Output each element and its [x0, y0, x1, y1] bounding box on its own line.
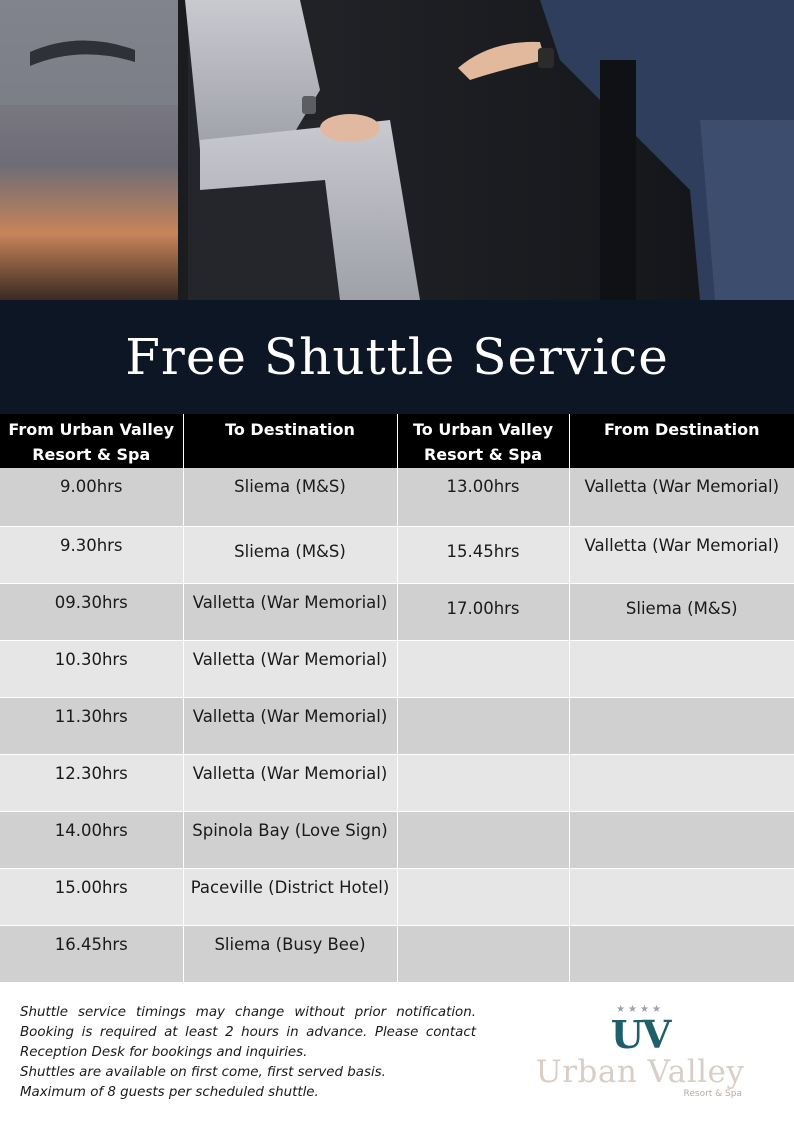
header-from-resort: From Urban Valley Resort & Spa [0, 414, 183, 468]
header-to-resort: To Urban Valley Resort & Spa [397, 414, 569, 468]
table-row [0, 526, 794, 583]
header-from-destination: From Destination [569, 414, 794, 468]
hero-photo [0, 0, 794, 300]
page-title: Free Shuttle Service [125, 328, 669, 386]
destination-cell: Valletta (War Memorial) [183, 640, 397, 697]
logo-stars-icon: ★★★★ [616, 1004, 664, 1015]
destination-cell: Valletta (War Memorial) [183, 583, 397, 640]
return-time-cell [397, 754, 569, 811]
table-row [0, 640, 794, 697]
logo-monogram: UV [610, 1012, 670, 1057]
table-row [0, 697, 794, 754]
urban-valley-logo [520, 1005, 760, 1105]
departure-time-cell: 11.30hrs [0, 697, 183, 754]
return-origin-cell [569, 811, 794, 868]
return-origin-cell [569, 697, 794, 754]
return-time-cell [397, 868, 569, 925]
table-row [0, 583, 794, 640]
table-header-row [0, 414, 794, 468]
destination-cell: Sliema (Busy Bee) [183, 925, 397, 982]
return-origin-cell [569, 925, 794, 982]
return-time-cell: 13.00hrs [397, 468, 569, 526]
return-origin-cell [569, 868, 794, 925]
table-row [0, 468, 794, 526]
terms-notes [20, 1003, 476, 1103]
return-time-cell [397, 697, 569, 754]
note-max-guests: Maximum of 8 guests per scheduled shuttle. [20, 1085, 319, 1100]
logo-brand-name: Urban Valley [535, 1054, 745, 1090]
table-row [0, 754, 794, 811]
destination-cell: Sliema (M&S) [183, 526, 397, 583]
hero-illustration [0, 0, 794, 300]
departure-time-cell: 10.30hrs [0, 640, 183, 697]
return-origin-cell [569, 640, 794, 697]
header-to-destination: To Destination [183, 414, 397, 468]
departure-time-cell: 16.45hrs [0, 925, 183, 982]
return-origin-cell: Valletta (War Memorial) [569, 526, 794, 583]
logo-subtitle: Resort & Spa [683, 1089, 742, 1099]
departure-time-cell: 9.00hrs [0, 468, 183, 526]
departure-time-cell: 15.00hrs [0, 868, 183, 925]
note-first-come: Shuttles are available on first come, first served basis. [20, 1065, 386, 1080]
return-time-cell [397, 925, 569, 982]
destination-cell: Paceville (District Hotel) [183, 868, 397, 925]
shuttle-schedule-table [0, 414, 794, 983]
return-time-cell: 15.45hrs [397, 526, 569, 583]
departure-time-cell: 12.30hrs [0, 754, 183, 811]
destination-cell: Sliema (M&S) [183, 468, 397, 526]
destination-cell: Valletta (War Memorial) [183, 697, 397, 754]
title-band [0, 300, 794, 414]
return-time-cell [397, 640, 569, 697]
table-row [0, 811, 794, 868]
return-time-cell: 17.00hrs [397, 583, 569, 640]
destination-cell: Valletta (War Memorial) [183, 754, 397, 811]
return-time-cell [397, 811, 569, 868]
table-row [0, 868, 794, 925]
return-origin-cell: Valletta (War Memorial) [569, 468, 794, 526]
return-origin-cell: Sliema (M&S) [569, 583, 794, 640]
departure-time-cell: 9.30hrs [0, 526, 183, 583]
note-booking: Shuttle service timings may change without prior notification. Booking is required at least 2 hours in advance. Please contact Reception Desk for bookings and inquiries. [20, 1005, 476, 1060]
departure-time-cell: 14.00hrs [0, 811, 183, 868]
table-row [0, 925, 794, 982]
destination-cell: Spinola Bay (Love Sign) [183, 811, 397, 868]
departure-time-cell: 09.30hrs [0, 583, 183, 640]
return-origin-cell [569, 754, 794, 811]
